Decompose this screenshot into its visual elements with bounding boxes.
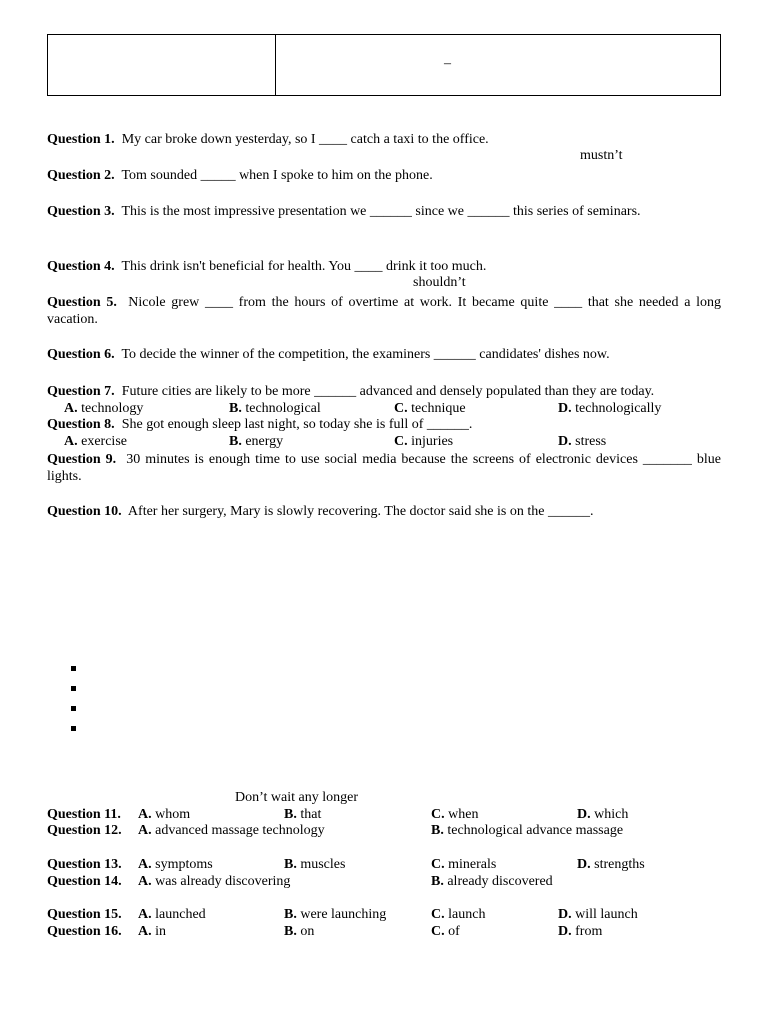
question-text: Tom sounded _____ when I spoke to him on the phone. — [121, 168, 433, 183]
header-dash: – — [444, 56, 451, 71]
option-d[interactable]: D. from — [558, 924, 603, 939]
question-text: This drink isn't beneficial for health. You ____ drink it too much. — [121, 259, 487, 274]
question-text: She got enough sleep last night, so today she is full of ______. — [121, 417, 473, 432]
option-c[interactable]: C. when — [431, 807, 479, 822]
option-a[interactable]: A. advanced massage technology — [138, 823, 325, 838]
option-b[interactable]: B. muscles — [284, 857, 346, 872]
question-8 — [47, 416, 472, 433]
bullet-marker — [71, 706, 76, 711]
option-b[interactable]: B. on — [284, 924, 315, 939]
option-d[interactable]: D. which — [577, 807, 629, 822]
option-c[interactable]: C. minerals — [431, 857, 497, 872]
header-divider — [275, 35, 276, 95]
question-label: Question 4. — [47, 259, 115, 274]
reading-title: Don’t wait any longer — [235, 790, 358, 805]
answer-row-13: Question 13. — [47, 857, 122, 872]
option-a[interactable]: A. symptoms — [138, 857, 213, 872]
option-c[interactable]: C. technique — [394, 401, 466, 416]
option-c[interactable]: C. injuries — [394, 434, 454, 449]
question-text: Future cities are likely to be more ______ advanced and densely populated than they are today. — [121, 384, 655, 399]
question-6 — [47, 346, 610, 363]
question-2 — [47, 167, 433, 184]
question-10 — [47, 503, 593, 520]
option-d[interactable]: D. strengths — [577, 857, 645, 872]
question-text: To decide the winner of the competition, the examiners ______ candidates' dishes now. — [121, 347, 610, 362]
question-3 — [47, 203, 641, 220]
option-b[interactable]: B. were launching — [284, 907, 387, 922]
question-label: Question 2. — [47, 168, 115, 183]
question-label: Question 3. — [47, 204, 115, 219]
answer-row-14: Question 14. — [47, 874, 122, 889]
option-c[interactable]: C. of — [431, 924, 460, 939]
option-b[interactable]: B. already discovered — [431, 874, 553, 889]
question-text: 30 minutes is enough time to use social media because the screens of electronic devices _______ blue lights. — [47, 452, 722, 484]
option-a[interactable]: A. whom — [138, 807, 191, 822]
floating-answer-shouldnt: shouldn’t — [413, 275, 466, 290]
header-table — [47, 34, 721, 96]
floating-answer-mustnt: mustn’t — [580, 148, 623, 163]
option-a[interactable]: A. was already discovering — [138, 874, 291, 889]
option-b[interactable]: B. energy — [229, 434, 284, 449]
question-4 — [47, 258, 486, 275]
question-text: This is the most impressive presentation we ______ since we ______ this series of seminars. — [121, 204, 641, 219]
answer-row-11: Question 11. — [47, 807, 121, 822]
question-9 — [47, 451, 721, 485]
question-text: After her surgery, Mary is slowly recovering. The doctor said she is on the ______. — [127, 504, 594, 519]
question-label: Question 7. — [47, 384, 115, 399]
option-d[interactable]: D. stress — [558, 434, 607, 449]
answer-row-16: Question 16. — [47, 924, 122, 939]
question-label: Question 10. — [47, 504, 122, 519]
option-c[interactable]: C. launch — [431, 907, 486, 922]
option-b[interactable]: B. that — [284, 807, 322, 822]
bullet-marker — [71, 686, 76, 691]
question-label: Question 6. — [47, 347, 115, 362]
question-label: Question 5. — [47, 295, 117, 310]
option-a[interactable]: A. exercise — [64, 434, 127, 449]
option-b[interactable]: B. technological — [229, 401, 321, 416]
question-label: Question 1. — [47, 132, 115, 147]
question-7 — [47, 383, 654, 400]
bullet-marker — [71, 666, 76, 671]
bullet-marker — [71, 726, 76, 731]
question-label: Question 9. — [47, 452, 117, 467]
question-1 — [47, 131, 489, 148]
question-5 — [47, 294, 721, 328]
option-a[interactable]: A. in — [138, 924, 167, 939]
answer-row-12: Question 12. — [47, 823, 122, 838]
option-d[interactable]: D. technologically — [558, 401, 662, 416]
answer-row-15: Question 15. — [47, 907, 122, 922]
question-text: Nicole grew ____ from the hours of overtime at work. It became quite ____ that she needed a long vacation. — [47, 295, 721, 327]
question-label: Question 8. — [47, 417, 115, 432]
question-text: My car broke down yesterday, so I ____ catch a taxi to the office. — [121, 132, 489, 147]
option-b[interactable]: B. technological advance massage — [431, 823, 624, 838]
option-a[interactable]: A. technology — [64, 401, 144, 416]
option-a[interactable]: A. launched — [138, 907, 206, 922]
option-d[interactable]: D. will launch — [558, 907, 638, 922]
